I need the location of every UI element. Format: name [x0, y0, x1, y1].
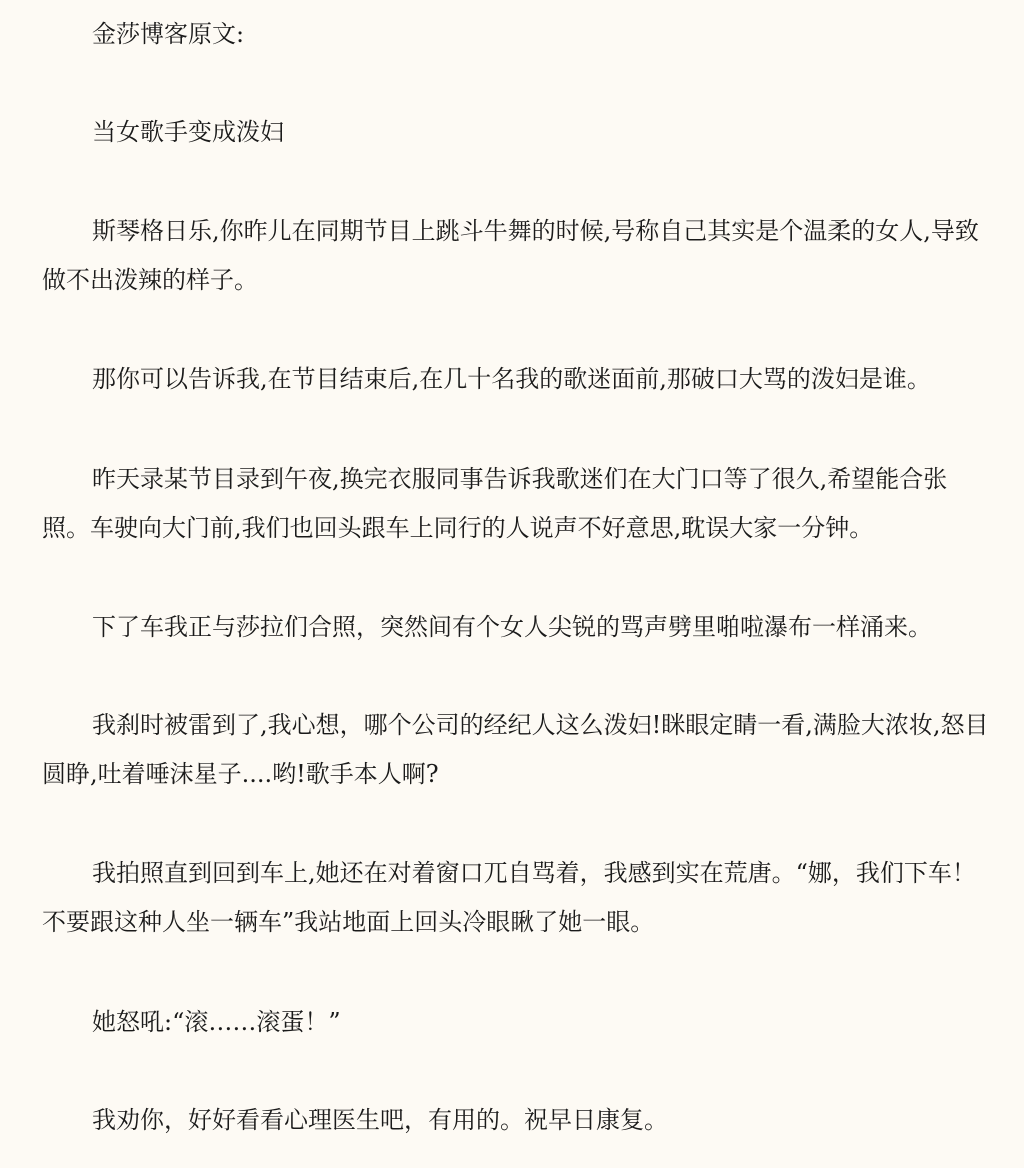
paragraph-8: 我劝你，好好看看心理医生吧，有用的。祝早日康复。	[92, 1106, 668, 1134]
paragraph-4: 下了车我正与莎拉们合照，突然间有个女人尖锐的骂声劈里啪啦瀑布一样涌来。	[92, 613, 932, 641]
document-heading: 金莎博客原文:	[92, 20, 245, 48]
paragraph-6: 我拍照直到回到车上,她还在对着窗口兀自骂着，我感到实在荒唐。“娜，我们下车！不要跟这种人坐一辆车”我站地面上回头冷眼瞅了她一眼。	[42, 859, 976, 936]
paragraph-7: 她怒吼:“滚……滚蛋！”	[92, 1008, 341, 1036]
paragraph-1: 斯琴格日乐,你昨儿在同期节目上跳斗牛舞的时候,号称自己其实是个温柔的女人,导致做不出泼辣的样子。	[42, 217, 979, 294]
paragraph-2: 那你可以告诉我,在节目结束后,在几十名我的歌迷面前,那破口大骂的泼妇是谁。	[92, 365, 931, 393]
paragraph-5: 我刹时被雷到了,我心想，哪个公司的经纪人这么泼妇!眯眼定睛一看,满脸大浓妆,怒目圆睁,吐着唾沫星子....哟!歌手本人啊?	[42, 711, 989, 788]
paragraph-3: 昨天录某节目录到午夜,换完衣服同事告诉我歌迷们在大门口等了很久,希望能合张照。车驶向大门前,我们也回头跟车上同行的人说声不好意思,耽误大家一分钟。	[42, 465, 948, 542]
document-title: 当女歌手变成泼妇	[92, 118, 284, 146]
